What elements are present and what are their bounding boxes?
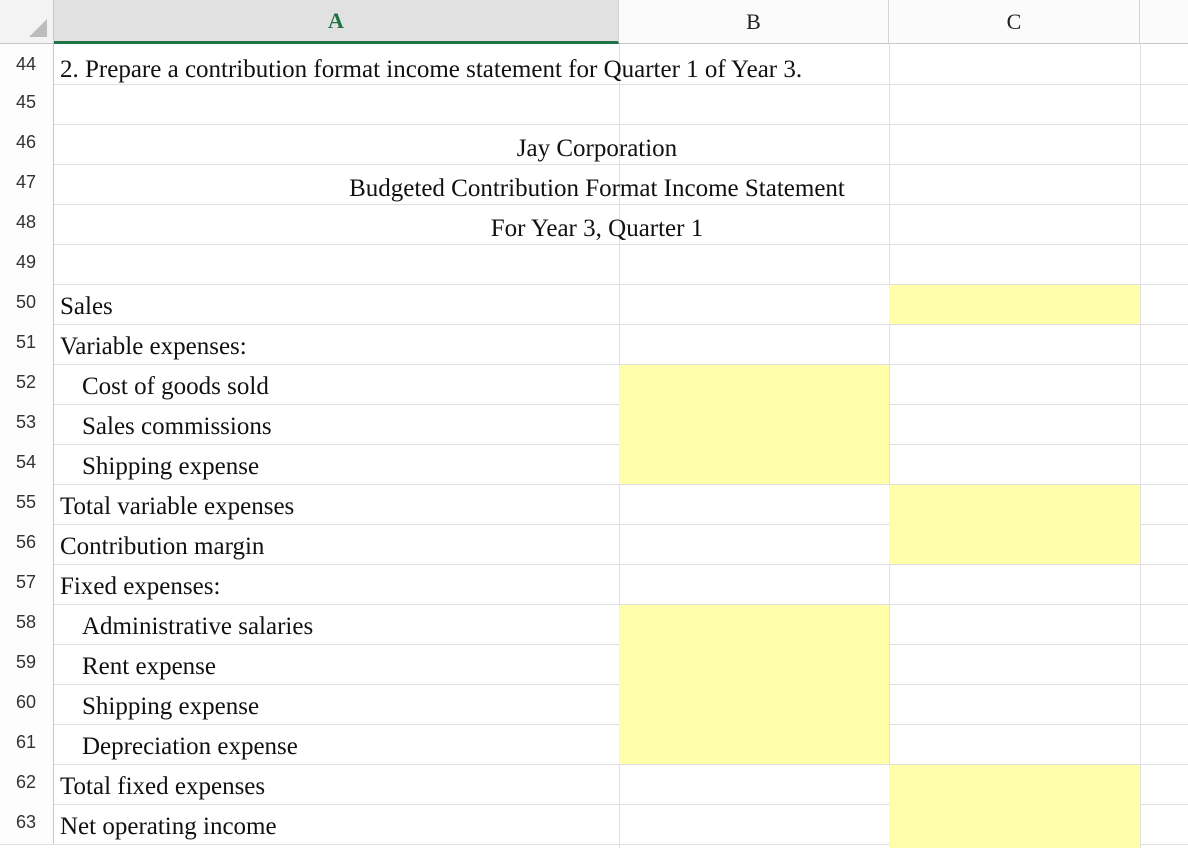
label-rent-expense[interactable]: Rent expense [82, 653, 216, 680]
label-administrative-salaries[interactable]: Administrative salaries [82, 613, 314, 640]
label-cost-of-goods-sold[interactable]: Cost of goods sold [82, 373, 269, 400]
row-header-47[interactable]: 47 [0, 164, 54, 204]
label-total-variable-expenses[interactable]: Total variable expenses [60, 493, 295, 520]
row-header-48[interactable]: 48 [0, 204, 54, 244]
input-cell-variable-expenses[interactable] [619, 365, 889, 484]
column-header-c[interactable]: C [889, 0, 1140, 44]
statement-company[interactable]: Jay Corporation [516, 135, 678, 162]
row-header-54[interactable]: 54 [0, 444, 54, 484]
row-header-46[interactable]: 46 [0, 124, 54, 164]
label-depreciation-expense[interactable]: Depreciation expense [82, 733, 298, 760]
label-total-fixed-expenses[interactable]: Total fixed expenses [60, 773, 266, 800]
row-header-50[interactable]: 50 [0, 284, 54, 324]
gridline [0, 124, 1188, 125]
row-header-44[interactable]: 44 [0, 44, 54, 84]
row-header-56[interactable]: 56 [0, 524, 54, 564]
row-header-55[interactable]: 55 [0, 484, 54, 524]
label-contribution-margin[interactable]: Contribution margin [60, 533, 265, 560]
column-header-d[interactable] [1140, 0, 1188, 44]
gridline [0, 324, 1188, 325]
label-shipping-expense-variable[interactable]: Shipping expense [82, 453, 260, 480]
row-header-62[interactable]: 62 [0, 764, 54, 804]
input-cell-sales-total[interactable] [889, 285, 1140, 324]
instruction-text[interactable]: 2. Prepare a contribution format income statement for Quarter 1 of Year 3. [60, 56, 803, 83]
row-header-45[interactable]: 45 [0, 84, 54, 124]
input-cell-fixed-expenses[interactable] [619, 605, 889, 764]
row-header-57[interactable]: 57 [0, 564, 54, 604]
row-header-63[interactable]: 63 [0, 804, 54, 844]
row-header-49[interactable]: 49 [0, 244, 54, 284]
row-header-61[interactable]: 61 [0, 724, 54, 764]
gridline [1140, 44, 1141, 848]
input-cell-variable-totals[interactable] [889, 485, 1140, 564]
row-header-58[interactable]: 58 [0, 604, 54, 644]
select-all-corner[interactable] [0, 0, 54, 44]
row-header-51[interactable]: 51 [0, 324, 54, 364]
label-net-operating-income[interactable]: Net operating income [60, 813, 277, 840]
row-header-53[interactable]: 53 [0, 404, 54, 444]
label-variable-expenses[interactable]: Variable expenses: [60, 333, 247, 360]
column-header-a[interactable]: A [54, 0, 619, 44]
select-all-triangle-icon [29, 19, 47, 37]
label-sales-commissions[interactable]: Sales commissions [82, 413, 272, 440]
statement-title[interactable]: Budgeted Contribution Format Income Statement [349, 175, 845, 202]
label-sales[interactable]: Sales [60, 293, 113, 320]
row-header-52[interactable]: 52 [0, 364, 54, 404]
statement-period[interactable]: For Year 3, Quarter 1 [490, 215, 704, 242]
input-cell-fixed-totals[interactable] [889, 765, 1140, 848]
label-shipping-expense-fixed[interactable]: Shipping expense [82, 693, 260, 720]
row-header-59[interactable]: 59 [0, 644, 54, 684]
column-header-b[interactable]: B [619, 0, 889, 44]
label-fixed-expenses[interactable]: Fixed expenses: [60, 573, 221, 600]
row-header-60[interactable]: 60 [0, 684, 54, 724]
